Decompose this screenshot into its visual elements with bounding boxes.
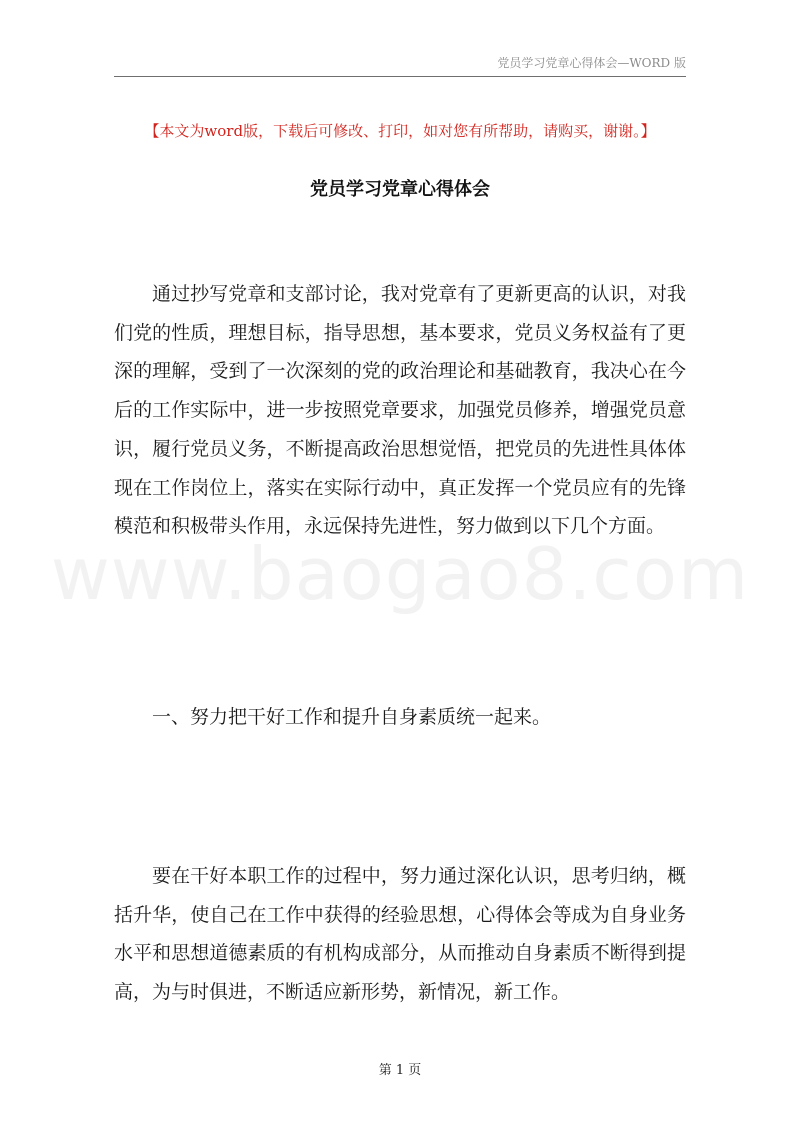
watermark: www.baogao8.com [50, 532, 750, 616]
document-title: 党员学习党章心得体会 [310, 179, 490, 200]
body-paragraph-1: 通过抄写党章和支部讨论，我对党章有了更新更高的认识，对我们党的性质，理想目标，指导思想，基本要求，党员义务权益有了更深的理解，受到了一次深刻的党的政治理论和基础教育，我决心在今后的工作实际中，进一步按照党章要求，加强党员修养，增强党员意识，履行党员义务，不断提高政治思想觉悟，把党员的先进性具体体现在工作岗位上，落实在实际行动中，真正发挥一个党员应有的先锋模范和积极带头作用，永远保持先进性，努力做到以下几个方面。 [114, 283, 686, 538]
section-heading-1: 一、努力把干好工作和提升自身素质统一起来。 [152, 706, 552, 728]
running-header: 党员学习党章心得体会—WORD 版 [497, 56, 686, 70]
purchase-notice: 【本文为word版，下载后可修改、打印，如对您有所帮助，请购买，谢谢。】 [144, 122, 656, 140]
header-divider [114, 76, 686, 77]
page-number: 第 1 页 [378, 1063, 422, 1078]
body-paragraph-2: 要在干好本职工作的过程中，努力通过深化认识，思考归纳，概括升华，使自己在工作中获得的经验思想，心得体会等成为自身业务水平和思想道德素质的有机构成部分，从而推动自身素质不断得到提高，为与时俱进，不断适应新形势，新情况，新工作。 [114, 865, 686, 1004]
